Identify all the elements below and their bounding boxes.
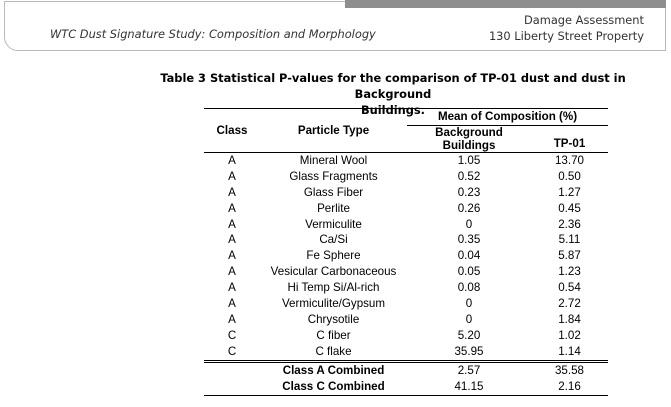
cell-particle-type: Hi Temp Si/Al-rich [287, 281, 380, 295]
table-body [204, 152, 608, 361]
header-class: Class [204, 109, 260, 153]
cell-background: 0 [465, 312, 473, 326]
cell-class: A [228, 217, 236, 231]
cell-tp01: 13.70 [554, 153, 584, 167]
cell-particle-type: Perlite [317, 201, 350, 215]
table-row [204, 344, 608, 361]
cell-particle-type: Chrysotile [307, 312, 360, 326]
header-particle-type: Particle Type [260, 109, 407, 153]
cell-particle-type: Fe Sphere [306, 249, 361, 263]
cell-background: 41.15 [407, 379, 531, 395]
cell-tp01: 1.84 [558, 312, 581, 326]
cell-particle-type: Glass Fragments [289, 169, 378, 183]
cell-tp01: 0.50 [558, 169, 581, 183]
cell-background: 0.04 [457, 249, 481, 263]
cell-background: 2.57 [407, 361, 531, 378]
header-bg-line-1: Background [435, 125, 503, 139]
header-line-2: 130 Liberty Street Property [488, 29, 644, 43]
cell-particle-type: Vermiculite [305, 217, 362, 231]
cell-particle-type: Ca/Si [319, 233, 348, 247]
table-row [204, 169, 608, 185]
cell-class: A [228, 169, 236, 183]
cell-class: A [228, 201, 236, 215]
cell-class: C [227, 344, 237, 358]
cell-background: 0 [465, 297, 473, 311]
cell-background: 0.08 [457, 281, 481, 295]
header-line-1: Damage Assessment [523, 13, 644, 27]
cell-tp01: 35.58 [531, 361, 608, 378]
cell-particle-type: Glass Fiber [303, 185, 364, 199]
cell-class: C [227, 328, 237, 342]
table-row [204, 232, 608, 248]
table-row [204, 217, 608, 233]
cell-empty [204, 379, 260, 395]
cell-tp01: 5.11 [558, 233, 581, 247]
cell-particle-type: C flake [315, 344, 352, 358]
table-row [204, 152, 608, 168]
cell-background: 0.05 [457, 265, 481, 279]
cell-tp01: 0.45 [558, 201, 581, 215]
header-tp01: TP-01 [531, 125, 608, 152]
table-row [204, 185, 608, 201]
cell-background: 5.20 [457, 328, 481, 342]
cell-tp01: 0.54 [558, 281, 581, 295]
cell-background: 35.95 [454, 344, 484, 358]
table-row [204, 248, 608, 264]
cell-background: 0.35 [457, 233, 481, 247]
cell-class: A [228, 153, 236, 167]
cell-tp01: 2.16 [531, 379, 608, 395]
cell-particle-type: Mineral Wool [299, 153, 368, 167]
cell-tp01: 2.36 [558, 217, 581, 231]
table-row [204, 312, 608, 328]
cell-tp01: 1.27 [558, 185, 581, 199]
cell-combined-label: Class C Combined [260, 379, 407, 395]
cell-combined-label: Class A Combined [260, 361, 407, 378]
table-row [204, 328, 608, 344]
cell-background: 1.05 [457, 153, 481, 167]
header-bg-line-2: Buildings [442, 138, 496, 152]
header-accent-bar [345, 0, 666, 8]
cell-tp01: 5.87 [558, 249, 581, 263]
cell-background: 0.23 [457, 185, 481, 199]
cell-tp01: 1.23 [558, 265, 581, 279]
cell-tp01: 1.02 [558, 328, 581, 342]
cell-class: A [228, 265, 236, 279]
cell-class: A [228, 281, 236, 295]
caption-line-1: Table 3 Statistical P-values for the comparison of TP-01 dust and dust in Background [160, 71, 626, 101]
table-row [204, 264, 608, 280]
cell-tp01: 2.72 [558, 297, 581, 311]
cell-particle-type: Vermiculite/Gypsum [281, 297, 386, 311]
table-row [204, 201, 608, 217]
cell-particle-type: Vesicular Carbonaceous [270, 265, 397, 279]
cell-background: 0 [465, 217, 473, 231]
header-background-buildings [407, 125, 531, 152]
cell-class: A [228, 249, 236, 263]
cell-empty [204, 361, 260, 378]
combined-row [204, 379, 608, 395]
combined-row [204, 361, 608, 378]
document-title: WTC Dust Signature Study: Composition and Morphology [50, 27, 376, 41]
cell-class: A [228, 185, 236, 199]
cell-background: 0.26 [457, 201, 481, 215]
table-row [204, 296, 608, 312]
header-mean-composition: Mean of Composition (%) [407, 109, 608, 126]
cell-tp01: 1.14 [558, 344, 581, 358]
cell-particle-type: C fiber [316, 328, 351, 342]
caption-line-2: Buildings. [360, 103, 426, 117]
cell-class: A [228, 297, 236, 311]
cell-background: 0.52 [457, 169, 481, 183]
cell-class: A [228, 312, 236, 326]
document-subtitle [489, 12, 644, 44]
table-combined [204, 361, 608, 395]
composition-table [204, 108, 608, 396]
cell-class: A [228, 233, 236, 247]
table-row [204, 280, 608, 296]
